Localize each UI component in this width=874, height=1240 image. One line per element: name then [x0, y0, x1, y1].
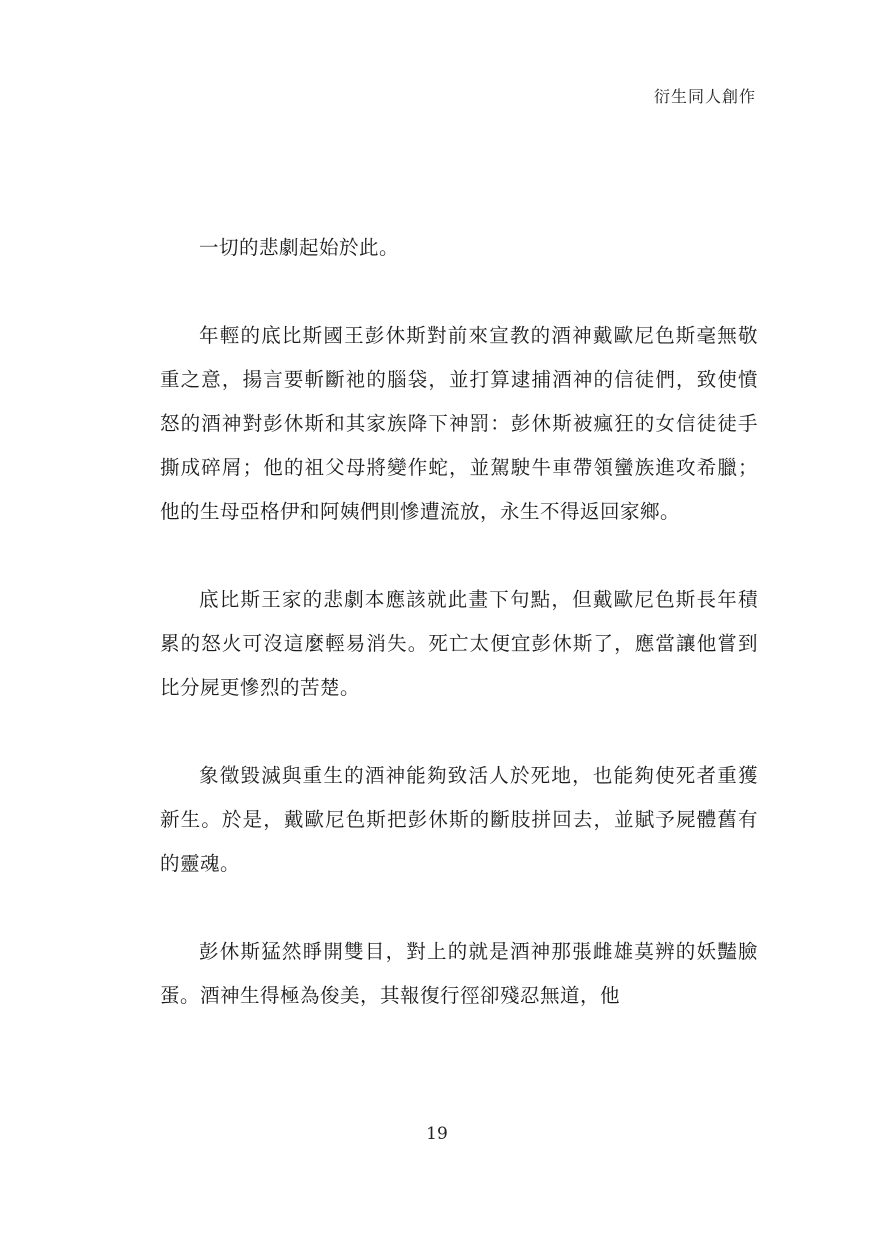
paragraph-1: 一切的悲劇起始於此。 [199, 236, 400, 259]
running-header: 衍生同人創作 [653, 87, 756, 106]
paragraph-3: 底比斯王家的悲劇本應該就此畫下句點，但戴歐尼色斯長年積累的怒火可沒這麼輕易消失。死亡太便宜彭休斯了，應當讓他嘗到比分屍更慘烈的苦楚。 [160, 588, 758, 699]
paragraph-2: 年輕的底比斯國王彭休斯對前來宣教的酒神戴歐尼色斯毫無敬重之意，揚言要斬斷祂的腦袋，並打算逮捕酒神的信徒們，致使憤怒的酒神對彭休斯和其家族降下神罰：彭休斯被瘋狂的女信徒徒手撕成碎屑；他的祖父母將變作蛇，並駕駛牛車帶領蠻族進攻希臘；他的生母亞格伊和阿姨們則慘遭流放，永生不得返回家鄉。 [160, 324, 758, 523]
page-number: 19 [426, 1124, 448, 1144]
paragraph-4: 象徵毀滅與重生的酒神能夠致活人於死地，也能夠使死者重獲新生。於是，戴歐尼色斯把彭休斯的斷肢拼回去，並賦予屍體舊有的靈魂。 [160, 764, 758, 875]
paragraph-5: 彭休斯猛然睜開雙目，對上的就是酒神那張雌雄莫辨的妖豔臉蛋。酒神生得極為俊美，其報復行徑卻殘忍無道，他 [160, 940, 758, 1007]
body-text [160, 226, 758, 1062]
